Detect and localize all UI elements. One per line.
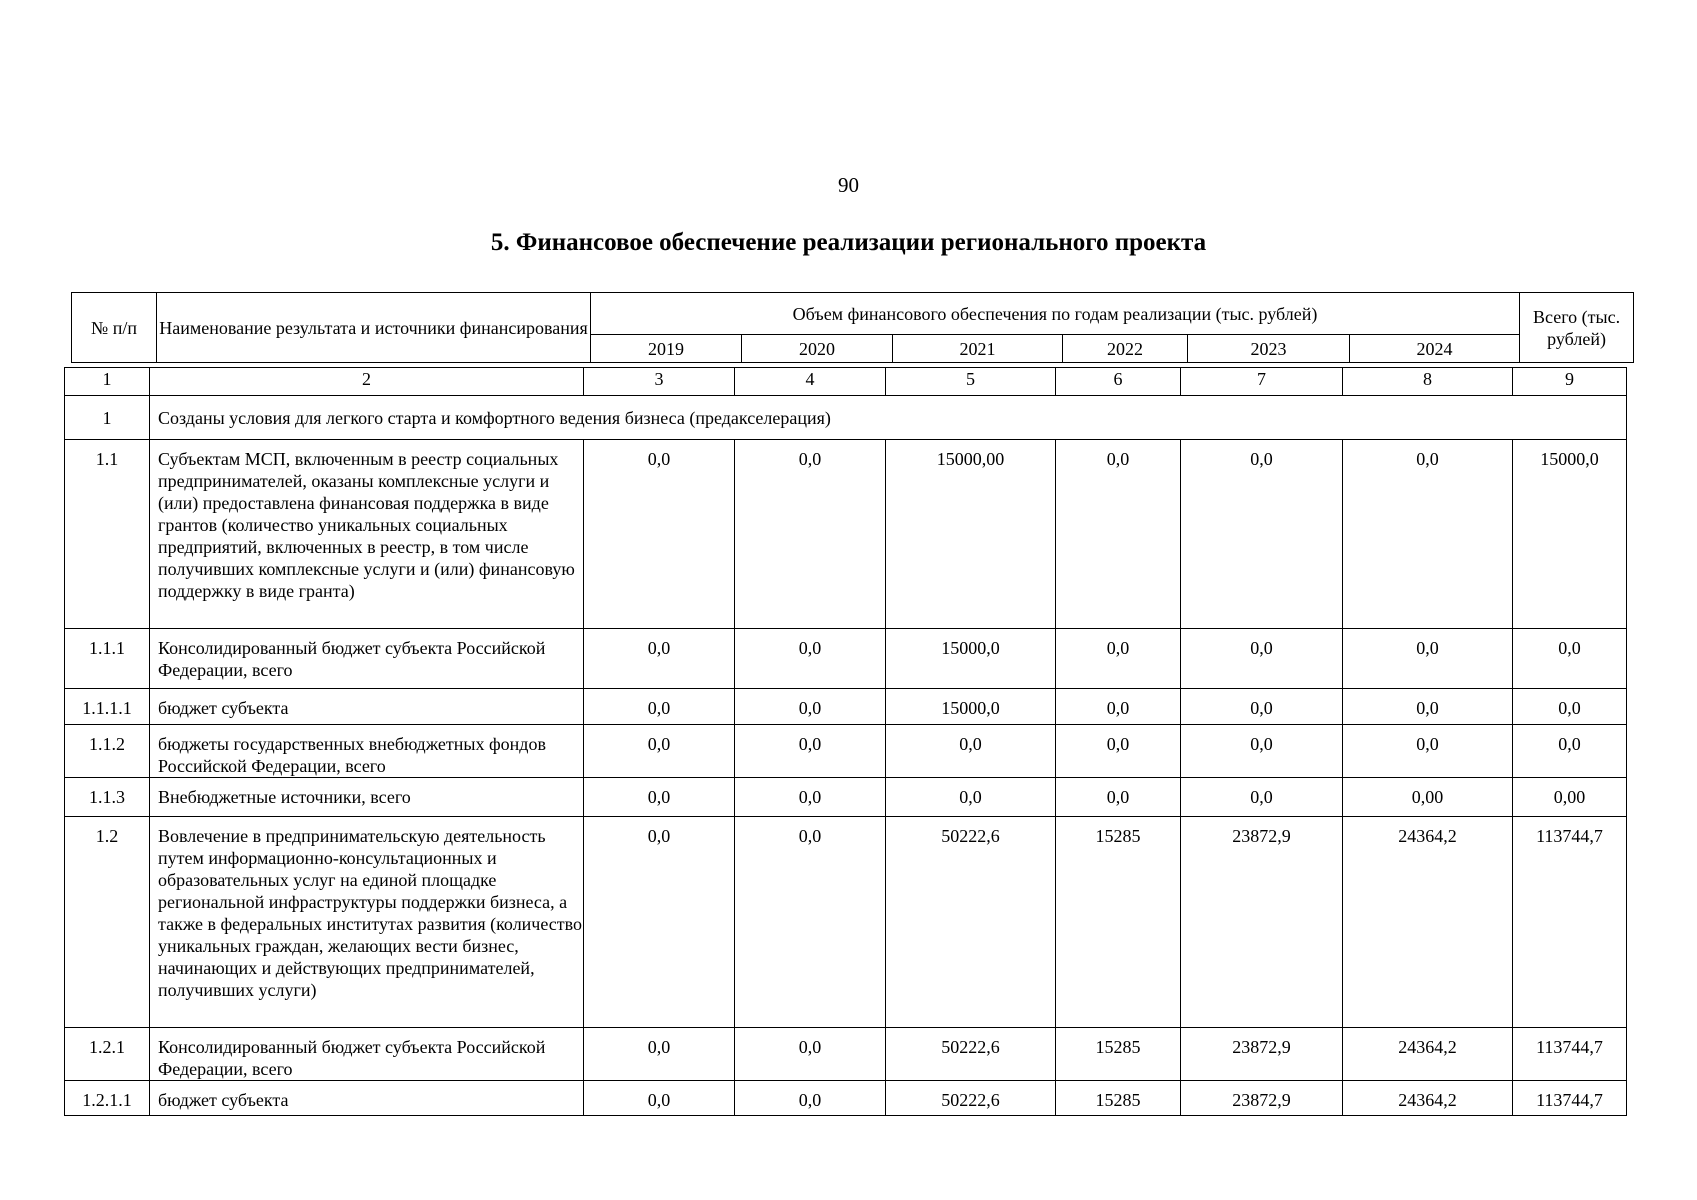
table-row xyxy=(65,689,1627,725)
value-cell: 50222,6 xyxy=(886,1081,1056,1116)
value-cell: 0,0 xyxy=(1181,725,1343,778)
value-cell: 0,0 xyxy=(1056,440,1181,629)
row-num: 1.1.1 xyxy=(65,629,150,689)
page-title: 5. Финансовое обеспечение реализации регионального проекта xyxy=(490,229,1207,256)
table-row xyxy=(65,629,1627,689)
value-cell: 0,0 xyxy=(584,817,735,1028)
row-name: Консолидированный бюджет субъекта Российской Федерации, всего xyxy=(150,629,584,689)
row-name: Консолидированный бюджет субъекта Российской Федерации, всего xyxy=(150,1028,584,1081)
value-cell: 0,0 xyxy=(1056,689,1181,725)
value-cell: 24364,2 xyxy=(1343,817,1513,1028)
value-cell: 0,0 xyxy=(1056,778,1181,817)
value-cell: 24364,2 xyxy=(1343,1081,1513,1116)
value-cell: 0,0 xyxy=(1513,689,1627,725)
value-cell: 0,0 xyxy=(1056,725,1181,778)
header-year: 2023 xyxy=(1188,335,1350,363)
value-cell: 15000,00 xyxy=(886,440,1056,629)
column-number: 3 xyxy=(584,368,735,396)
value-cell: 0,0 xyxy=(735,689,886,725)
value-cell: 0,0 xyxy=(735,725,886,778)
table-row xyxy=(65,817,1627,1028)
row-num: 1.1.1.1 xyxy=(65,689,150,725)
value-cell: 0,0 xyxy=(584,778,735,817)
value-cell: 23872,9 xyxy=(1181,1081,1343,1116)
column-number: 7 xyxy=(1181,368,1343,396)
value-cell: 0,0 xyxy=(1343,440,1513,629)
header-year: 2019 xyxy=(591,335,742,363)
value-cell: 0,0 xyxy=(1513,629,1627,689)
value-cell: 0,0 xyxy=(584,629,735,689)
header-name: Наименование результата и источники финансирования xyxy=(157,293,591,363)
section-text: Созданы условия для легкого старта и комфортного ведения бизнеса (предакселерация) xyxy=(150,396,1627,440)
value-cell: 0,0 xyxy=(584,725,735,778)
value-cell: 0,0 xyxy=(735,1081,886,1116)
value-cell: 0,0 xyxy=(584,689,735,725)
value-cell: 0,0 xyxy=(735,778,886,817)
value-cell: 0,00 xyxy=(1343,778,1513,817)
value-cell: 0,0 xyxy=(886,725,1056,778)
table-row xyxy=(65,440,1627,629)
section-row xyxy=(65,396,1627,440)
row-name: бюджет субъекта xyxy=(150,689,584,725)
value-cell: 15285 xyxy=(1056,817,1181,1028)
header-year: 2024 xyxy=(1350,335,1520,363)
row-num: 1.1.3 xyxy=(65,778,150,817)
header-num: № п/п xyxy=(72,293,157,363)
table-row xyxy=(65,725,1627,778)
value-cell: 0,00 xyxy=(1513,778,1627,817)
table-header xyxy=(71,292,1634,363)
column-number: 5 xyxy=(886,368,1056,396)
value-cell: 0,0 xyxy=(584,1028,735,1081)
value-cell: 0,0 xyxy=(1343,689,1513,725)
value-cell: 15285 xyxy=(1056,1028,1181,1081)
value-cell: 0,0 xyxy=(584,1081,735,1116)
value-cell: 0,0 xyxy=(735,817,886,1028)
header-year: 2022 xyxy=(1063,335,1188,363)
row-name: бюджет субъекта xyxy=(150,1081,584,1116)
row-num: 1.2.1 xyxy=(65,1028,150,1081)
row-num: 1.2 xyxy=(65,817,150,1028)
value-cell: 50222,6 xyxy=(886,1028,1056,1081)
value-cell: 0,0 xyxy=(735,1028,886,1081)
row-name: Внебюджетные источники, всего xyxy=(150,778,584,817)
value-cell: 0,0 xyxy=(1181,689,1343,725)
column-number: 2 xyxy=(150,368,584,396)
value-cell: 15000,0 xyxy=(886,629,1056,689)
finance-table xyxy=(64,367,1627,1116)
header-year: 2021 xyxy=(893,335,1063,363)
value-cell: 15000,0 xyxy=(1513,440,1627,629)
value-cell: 0,0 xyxy=(1343,725,1513,778)
table-row xyxy=(65,1081,1627,1116)
value-cell: 0,0 xyxy=(1513,725,1627,778)
value-cell: 23872,9 xyxy=(1181,1028,1343,1081)
value-cell: 0,0 xyxy=(584,440,735,629)
value-cell: 0,0 xyxy=(1343,629,1513,689)
value-cell: 50222,6 xyxy=(886,817,1056,1028)
value-cell: 23872,9 xyxy=(1181,817,1343,1028)
header-total: Всего (тыс. рублей) xyxy=(1520,293,1634,363)
value-cell: 0,0 xyxy=(1056,629,1181,689)
column-number: 4 xyxy=(735,368,886,396)
value-cell: 113744,7 xyxy=(1513,1081,1627,1116)
row-name: Вовлечение в предпринимательскую деятельность путем информационно-консультационных и образовательных услуг на единой площадке региональной инфраструктуры поддержки бизнеса, а также в федеральных институтах развития (количество уникальных граждан, желающих вести бизнес, начинающих и действующих предпринимателей, получивших услуги) xyxy=(150,817,584,1028)
column-number: 8 xyxy=(1343,368,1513,396)
header-volume: Объем финансового обеспечения по годам реализации (тыс. рублей) xyxy=(591,293,1520,335)
value-cell: 0,0 xyxy=(1181,778,1343,817)
value-cell: 0,0 xyxy=(1181,440,1343,629)
table-row xyxy=(65,778,1627,817)
value-cell: 113744,7 xyxy=(1513,817,1627,1028)
column-number: 1 xyxy=(65,368,150,396)
row-num: 1.2.1.1 xyxy=(65,1081,150,1116)
column-number: 9 xyxy=(1513,368,1627,396)
row-num: 1.1.2 xyxy=(65,725,150,778)
row-name: бюджеты государственных внебюджетных фондов Российской Федерации, всего xyxy=(150,725,584,778)
value-cell: 0,0 xyxy=(1181,629,1343,689)
header-year: 2020 xyxy=(742,335,893,363)
value-cell: 0,0 xyxy=(886,778,1056,817)
value-cell: 0,0 xyxy=(735,440,886,629)
value-cell: 15000,0 xyxy=(886,689,1056,725)
value-cell: 113744,7 xyxy=(1513,1028,1627,1081)
value-cell: 0,0 xyxy=(735,629,886,689)
table-row xyxy=(65,1028,1627,1081)
column-numbers-row xyxy=(65,368,1627,396)
value-cell: 24364,2 xyxy=(1343,1028,1513,1081)
column-number: 6 xyxy=(1056,368,1181,396)
row-num: 1.1 xyxy=(65,440,150,629)
value-cell: 15285 xyxy=(1056,1081,1181,1116)
page-number: 90 xyxy=(838,173,859,197)
section-num: 1 xyxy=(65,396,150,440)
row-name: Субъектам МСП, включенным в реестр социальных предпринимателей, оказаны комплексные услуги и (или) предоставлена финансовая поддержка в виде грантов (количество уникальных социальных предприятий, включенных в реестр, в том числе получивших комплексные услуги и (или) финансовую поддержку в виде гранта) xyxy=(150,440,584,629)
